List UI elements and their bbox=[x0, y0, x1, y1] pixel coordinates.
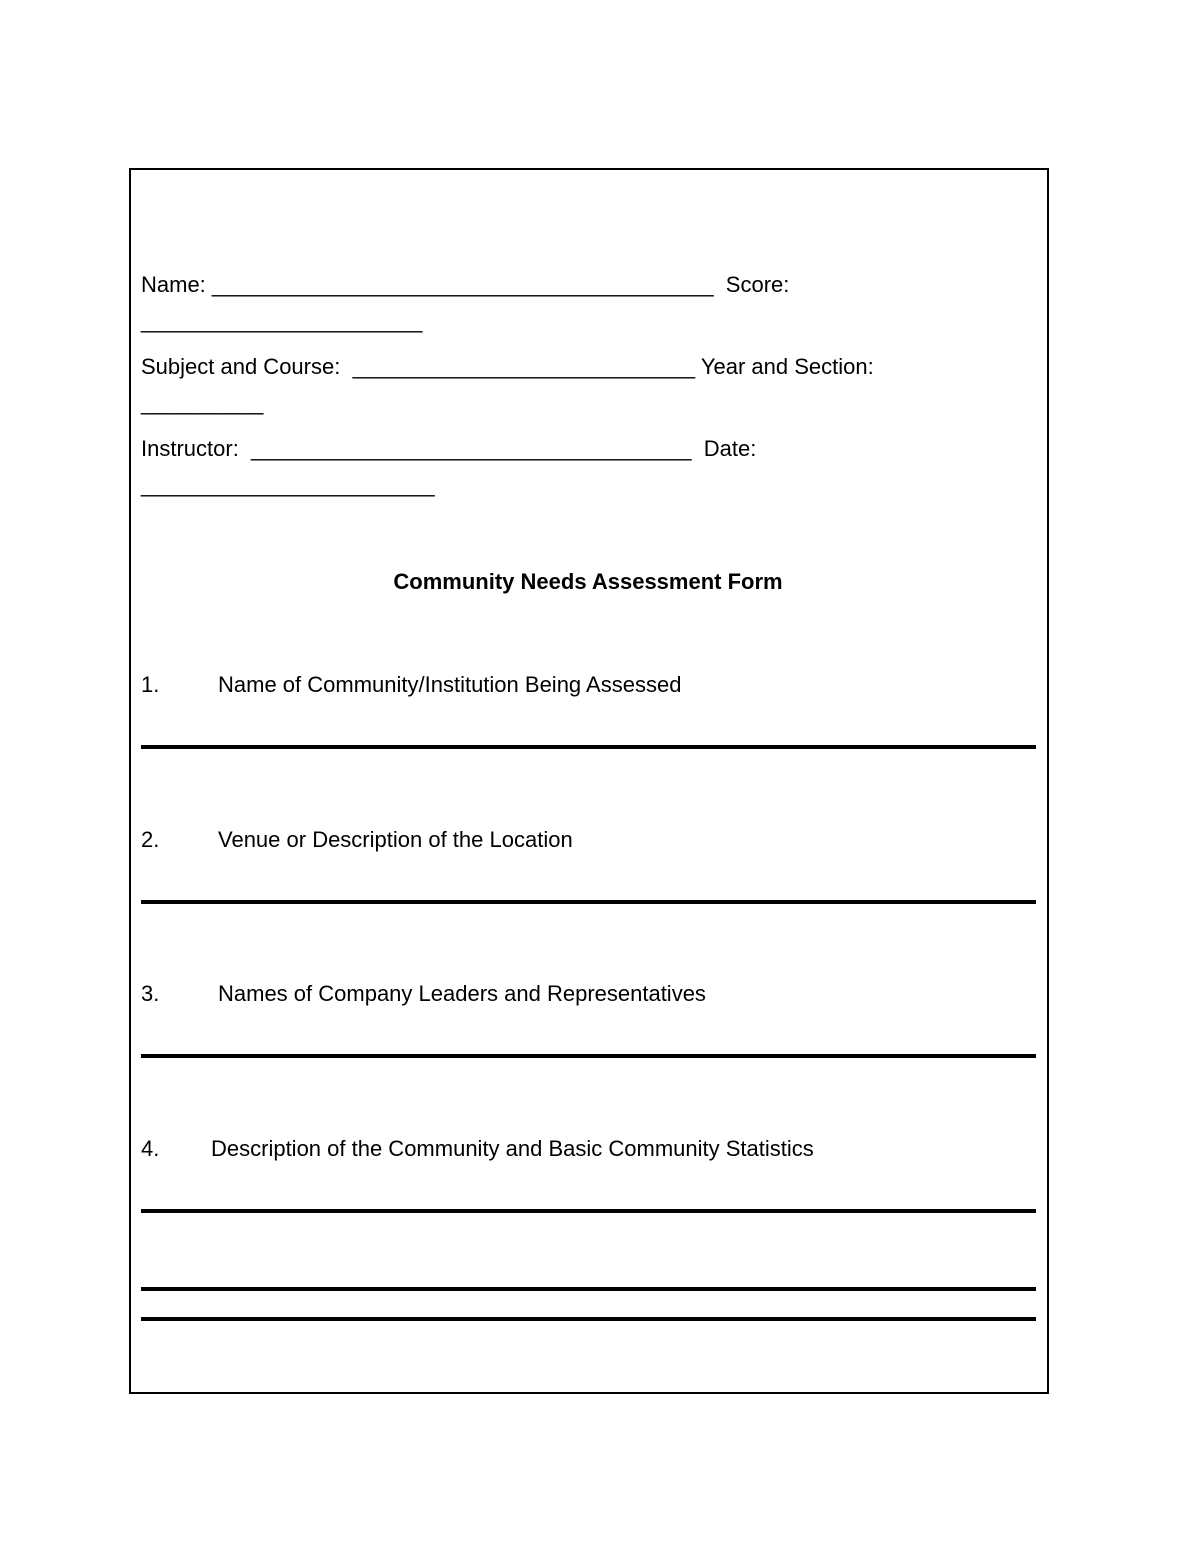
answer-line[interactable] bbox=[141, 900, 1036, 904]
item-number: 4. bbox=[141, 1136, 160, 1161]
item-label: Name of Community/Institution Being Assessed bbox=[218, 672, 682, 697]
year-section-blank[interactable]: __________ bbox=[141, 390, 264, 415]
score-blank[interactable]: _______________________ bbox=[141, 308, 423, 333]
answer-line[interactable] bbox=[141, 1209, 1036, 1213]
answer-line[interactable] bbox=[141, 1054, 1036, 1058]
form-title: Community Needs Assessment Form bbox=[393, 569, 783, 594]
item-label: Names of Company Leaders and Representatives bbox=[218, 981, 706, 1006]
instructor-date-field[interactable]: Instructor: ____________________________________ Date: bbox=[141, 436, 757, 461]
item-number: 3. bbox=[141, 981, 160, 1006]
item-label: Description of the Community and Basic Community Statistics bbox=[211, 1136, 814, 1161]
item-number: 1. bbox=[141, 672, 160, 697]
answer-line[interactable] bbox=[141, 1317, 1036, 1321]
answer-line[interactable] bbox=[141, 1287, 1036, 1291]
subject-year-field[interactable]: Subject and Course: ____________________________ Year and Section: bbox=[141, 354, 874, 379]
item-number: 2. bbox=[141, 827, 160, 852]
date-blank[interactable]: ________________________ bbox=[141, 472, 435, 497]
item-label: Venue or Description of the Location bbox=[218, 827, 573, 852]
answer-line[interactable] bbox=[141, 745, 1036, 749]
name-score-field[interactable]: Name: _________________________________________ Score: bbox=[141, 272, 790, 297]
